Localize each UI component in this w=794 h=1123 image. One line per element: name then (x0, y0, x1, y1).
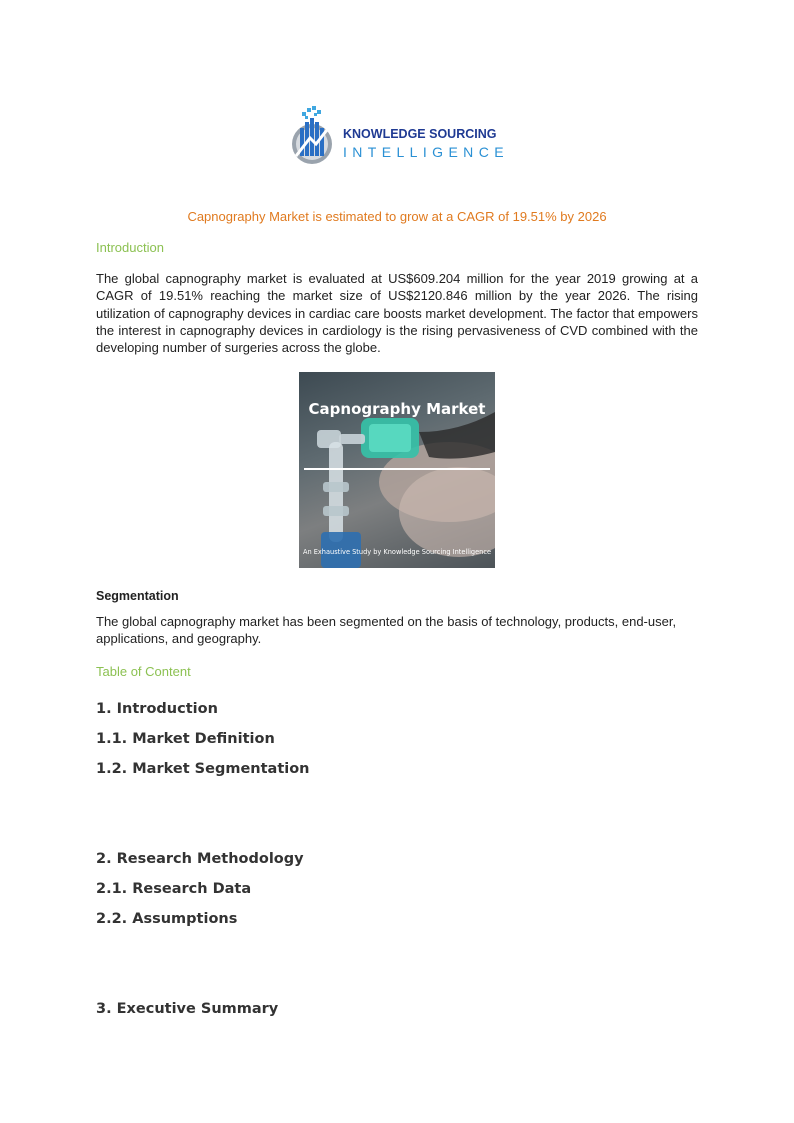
toc-item: 1.2. Market Segmentation (96, 761, 310, 777)
toc-item: 2.1. Research Data (96, 881, 252, 897)
cover-divider (304, 468, 490, 470)
logo-text-primary: KNOWLEDGE SOURCING (343, 127, 497, 141)
toc-item: 2.2. Assumptions (96, 911, 238, 927)
cover-title: Capnography Market (308, 400, 486, 418)
toc-heading: Table of Content (96, 664, 191, 679)
logo-text-secondary: INTELLIGENCE (343, 144, 509, 160)
toc-item: 1.1. Market Definition (96, 731, 275, 747)
toc-item: 1. Introduction (96, 701, 218, 717)
report-title: Capnography Market is estimated to grow at a CAGR of 19.51% by 2026 (187, 209, 607, 224)
toc-item: 2. Research Methodology (96, 851, 304, 867)
segmentation-heading: Segmentation (96, 589, 179, 603)
cover-subtitle: An Exhaustive Study by Knowledge Sourcing Intelligence (302, 548, 492, 556)
logo-mark-icon (290, 104, 342, 166)
segmentation-paragraph: The global capnography market has been segmented on the basis of technology, products, end-user, applications, and geography. (96, 614, 677, 646)
introduction-heading: Introduction (96, 240, 164, 255)
company-logo (290, 104, 520, 166)
introduction-paragraph: The global capnography market is evaluated at US$609.204 million for the year 2019 growing at a CAGR of 19.51% reaching the market size of US$2120.846 million by the year 2026. The rising utilization of capnography devices in cardiac care boosts market development. The factor that empowers the interest in capnography devices in cardiology is the rising pervasiveness of CVD combined with the developing number of surgeries across the globe. (96, 271, 698, 356)
report-cover-image (299, 372, 495, 568)
toc-item: 3. Executive Summary (96, 1001, 279, 1017)
